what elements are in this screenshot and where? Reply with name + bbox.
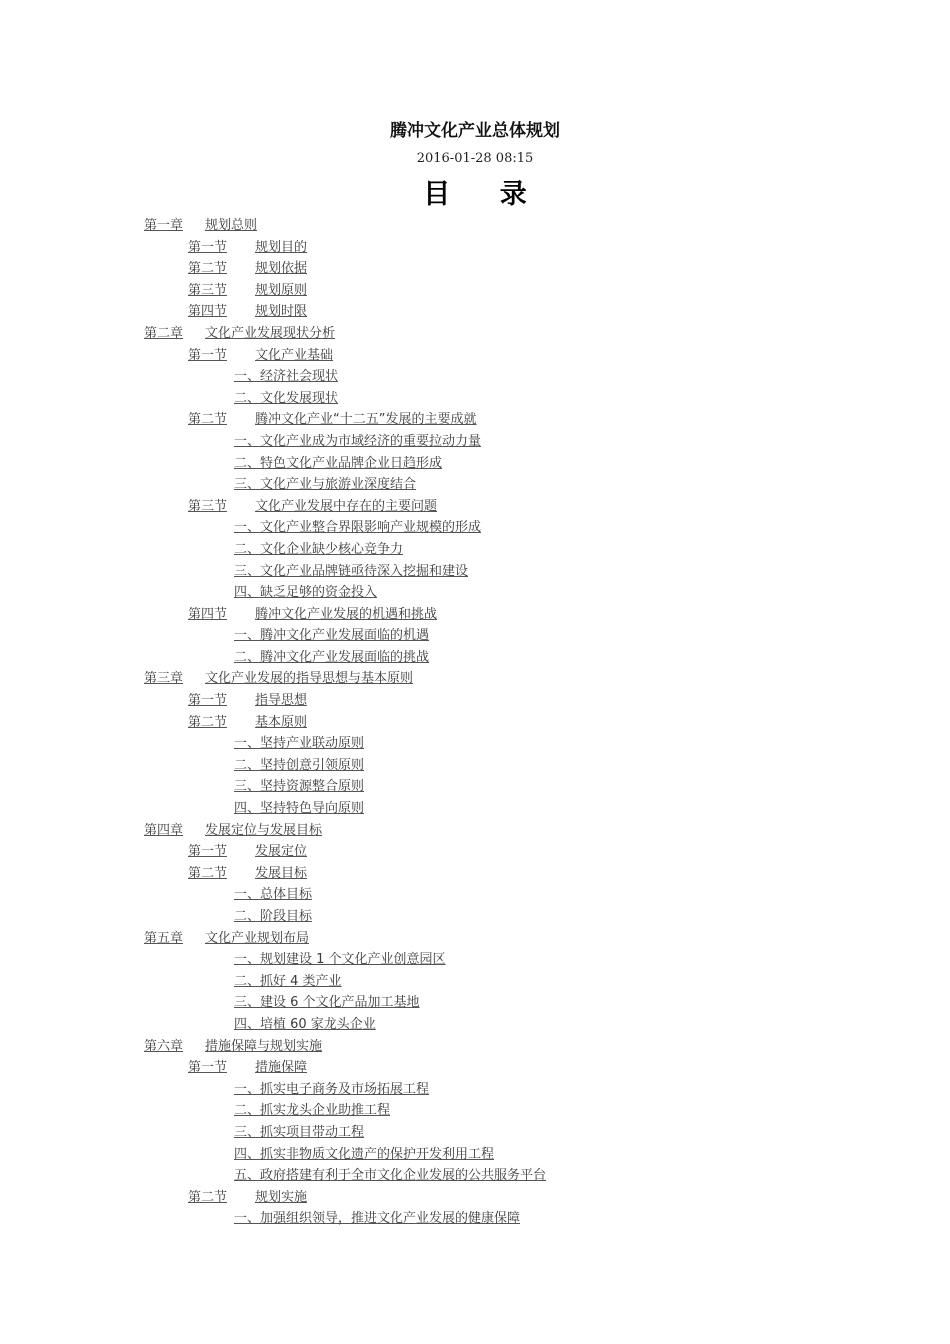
toc-subsection xyxy=(144,992,884,1014)
toc-number: 第二节 xyxy=(188,261,228,277)
toc-text: 四、抓实非物质文化遗产的保护开发利用工程 xyxy=(234,1146,495,1162)
toc-section xyxy=(144,1057,884,1079)
toc-text: 一、经济社会现状 xyxy=(234,369,339,385)
toc-text: 二、抓好 4 类产业 xyxy=(234,973,342,989)
toc-subsection xyxy=(144,561,884,583)
toc-subsection xyxy=(144,625,884,647)
toc-subsection xyxy=(144,949,884,971)
toc-link[interactable] xyxy=(188,693,307,708)
toc-chapter xyxy=(144,1036,884,1058)
toc-chapter xyxy=(144,928,884,950)
toc-section xyxy=(144,1187,884,1209)
toc-subsection xyxy=(144,798,884,820)
toc-link[interactable] xyxy=(144,931,309,946)
toc-number: 第一节 xyxy=(188,347,228,363)
toc-text: 三、文化产业与旅游业深度结合 xyxy=(234,477,417,493)
toc-number: 第二节 xyxy=(188,714,228,730)
toc-number: 第三章 xyxy=(144,671,184,687)
toc-link[interactable] xyxy=(234,650,429,665)
toc-text: 三、抓实项目带动工程 xyxy=(234,1124,365,1140)
toc-subsection xyxy=(144,1122,884,1144)
toc-subsection xyxy=(144,582,884,604)
toc-text: 三、建设 6 个文化产品加工基地 xyxy=(234,995,420,1011)
toc-section xyxy=(144,280,884,302)
toc-link[interactable] xyxy=(188,866,307,881)
toc-chapter xyxy=(144,820,884,842)
toc-section xyxy=(144,712,884,734)
toc-link[interactable] xyxy=(234,909,312,924)
toc-link[interactable] xyxy=(234,758,364,773)
toc-number: 第二节 xyxy=(188,1189,228,1205)
toc-text: 三、文化产业品牌链亟待深入挖掘和建设 xyxy=(234,563,469,579)
toc-subsection xyxy=(144,1014,884,1036)
toc-link[interactable] xyxy=(234,801,364,816)
toc-link[interactable] xyxy=(234,887,312,902)
document-date: 2016-01-28 08:15 xyxy=(416,151,534,166)
toc-number: 第四节 xyxy=(188,304,228,320)
toc-text: 四、培植 60 家龙头企业 xyxy=(234,1016,376,1032)
toc-number: 第六章 xyxy=(144,1038,184,1054)
toc-link[interactable] xyxy=(234,779,364,794)
toc-text: 二、腾冲文化产业发展面临的挑战 xyxy=(234,649,430,665)
toc-number: 第二节 xyxy=(188,412,228,428)
toc-subsection xyxy=(144,1165,884,1187)
toc-text: 措施保障与规划实施 xyxy=(205,1038,323,1054)
toc-section xyxy=(144,301,884,323)
toc-link[interactable] xyxy=(144,1039,322,1054)
toc-link[interactable] xyxy=(188,1060,307,1075)
toc-number: 第五章 xyxy=(144,930,184,946)
toc-subsection xyxy=(144,474,884,496)
toc-chapter xyxy=(144,668,884,690)
toc-text: 发展定位 xyxy=(255,844,308,860)
toc-text: 二、坚持创意引领原则 xyxy=(234,757,365,773)
toc-text: 三、坚持资源整合原则 xyxy=(234,779,365,795)
toc-text: 一、坚持产业联动原则 xyxy=(234,736,365,752)
toc-link[interactable] xyxy=(188,499,437,514)
toc-text: 腾冲文化产业发展的机遇和挑战 xyxy=(255,606,438,622)
toc-link[interactable] xyxy=(234,1168,546,1183)
toc-chapter xyxy=(144,215,884,237)
toc-link[interactable] xyxy=(234,628,429,643)
toc-subsection xyxy=(144,776,884,798)
toc-link[interactable] xyxy=(234,456,442,471)
toc-text: 一、文化产业成为市域经济的重要拉动力量 xyxy=(234,433,482,449)
toc-subsection xyxy=(144,971,884,993)
toc-link[interactable] xyxy=(144,671,413,686)
toc-text: 规划总则 xyxy=(205,218,258,233)
toc-text: 指导思想 xyxy=(255,693,308,709)
toc-number: 第一节 xyxy=(188,1060,228,1076)
toc-section xyxy=(144,863,884,885)
toc-link[interactable] xyxy=(188,715,307,730)
toc-number: 第三节 xyxy=(188,282,228,298)
toc-number: 第一章 xyxy=(144,218,184,233)
toc-subsection xyxy=(144,647,884,669)
toc-subsection xyxy=(144,1079,884,1101)
toc-subsection xyxy=(144,733,884,755)
toc-section xyxy=(144,690,884,712)
toc-subsection xyxy=(144,906,884,928)
toc-subsection xyxy=(144,539,884,561)
toc-link[interactable] xyxy=(234,542,403,557)
toc-text: 文化产业发展中存在的主要问题 xyxy=(255,498,438,514)
toc-link[interactable] xyxy=(188,412,477,427)
toc-text: 规划依据 xyxy=(255,261,308,277)
toc-text: 二、文化发展现状 xyxy=(234,390,339,406)
toc-subsection xyxy=(144,1208,884,1230)
toc-link[interactable] xyxy=(188,304,307,319)
toc-number: 第二章 xyxy=(144,325,184,341)
toc-link[interactable] xyxy=(188,607,437,622)
toc-subsection xyxy=(144,517,884,539)
toc-link[interactable] xyxy=(234,995,420,1010)
toc-text: 一、抓实电子商务及市场拓展工程 xyxy=(234,1081,430,1097)
toc-text: 一、规划建设 1 个文化产业创意园区 xyxy=(234,952,446,968)
toc-text: 规划目的 xyxy=(255,239,308,255)
toc-text: 发展定位与发展目标 xyxy=(205,822,323,838)
toc-section xyxy=(144,496,884,518)
toc-link[interactable] xyxy=(234,391,338,406)
toc-subsection xyxy=(144,366,884,388)
toc-link[interactable] xyxy=(188,261,307,276)
toc-subsection xyxy=(144,884,884,906)
toc-link[interactable] xyxy=(188,283,307,298)
toc-link[interactable] xyxy=(188,348,333,363)
toc-subsection xyxy=(144,755,884,777)
toc-section xyxy=(144,604,884,626)
toc-number: 第一节 xyxy=(188,239,228,255)
toc-link[interactable] xyxy=(188,1190,307,1205)
document-title: 腾冲文化产业总体规划 xyxy=(390,121,560,141)
toc-text: 四、缺乏足够的资金投入 xyxy=(234,585,378,601)
toc-link[interactable] xyxy=(234,1103,390,1118)
toc-text: 二、阶段目标 xyxy=(234,909,313,924)
toc-section xyxy=(144,345,884,367)
toc-text: 二、文化企业缺少核心竞争力 xyxy=(234,541,404,557)
toc-link[interactable] xyxy=(234,1017,376,1032)
toc-section xyxy=(144,409,884,431)
toc-number: 第四章 xyxy=(144,822,184,838)
toc-text: 文化产业基础 xyxy=(255,347,334,363)
toc-number: 第一节 xyxy=(188,844,228,860)
toc-link[interactable] xyxy=(234,434,481,449)
toc-subsection xyxy=(144,388,884,410)
toc-link[interactable] xyxy=(234,736,364,751)
toc-number: 第一节 xyxy=(188,693,228,709)
toc-text: 二、特色文化产业品牌企业日趋形成 xyxy=(234,455,443,471)
toc-link[interactable] xyxy=(144,218,257,233)
toc-text: 规划时限 xyxy=(255,304,308,320)
toc-link[interactable] xyxy=(234,369,338,384)
toc-link[interactable] xyxy=(234,1211,520,1226)
toc-text: 一、总体目标 xyxy=(234,887,313,903)
toc-link[interactable] xyxy=(234,564,468,579)
toc-link[interactable] xyxy=(234,585,377,600)
toc-link[interactable] xyxy=(234,477,416,492)
toc-link[interactable] xyxy=(144,326,335,341)
toc-number: 第三节 xyxy=(188,498,228,514)
toc-text: 一、文化产业整合界限影响产业规模的形成 xyxy=(234,520,482,536)
toc-section xyxy=(144,237,884,259)
toc-text: 二、抓实龙头企业助推工程 xyxy=(234,1103,391,1119)
toc-subsection xyxy=(144,453,884,475)
toc-subsection xyxy=(144,1144,884,1166)
toc-number: 第四节 xyxy=(188,606,228,622)
toc-number: 第二节 xyxy=(188,865,228,881)
toc-subsection xyxy=(144,431,884,453)
toc-text: 四、坚持特色导向原则 xyxy=(234,801,365,817)
toc-chapter xyxy=(144,323,884,345)
toc-text: 一、腾冲文化产业发展面临的机遇 xyxy=(234,628,430,644)
toc-link[interactable] xyxy=(188,240,307,255)
toc-section xyxy=(144,258,884,280)
toc-link[interactable] xyxy=(234,520,481,535)
toc-text: 一、加强组织领导，推进文化产业发展的健康保障 xyxy=(234,1211,521,1227)
toc-text: 文化产业规划布局 xyxy=(205,930,310,946)
toc-text: 发展目标 xyxy=(255,865,308,881)
toc-section xyxy=(144,841,884,863)
toc-text: 规划实施 xyxy=(255,1189,308,1205)
toc-link[interactable] xyxy=(234,1082,429,1097)
toc-link[interactable] xyxy=(234,952,446,967)
toc-subsection xyxy=(144,1100,884,1122)
toc-heading: 目 录 xyxy=(423,179,547,210)
toc-text: 基本原则 xyxy=(255,714,308,730)
toc-text: 腾冲文化产业“十二五”发展的主要成就 xyxy=(255,412,477,428)
table-of-contents xyxy=(144,215,884,1230)
toc-link[interactable] xyxy=(144,823,322,838)
toc-text: 规划原则 xyxy=(255,282,308,298)
toc-link[interactable] xyxy=(234,974,342,989)
toc-link[interactable] xyxy=(234,1147,494,1162)
toc-link[interactable] xyxy=(188,844,307,859)
toc-text: 文化产业发展现状分析 xyxy=(205,325,336,341)
toc-text: 五、政府搭建有利于全市文化企业发展的公共服务平台 xyxy=(234,1168,547,1184)
toc-text: 措施保障 xyxy=(255,1060,308,1076)
toc-link[interactable] xyxy=(234,1125,364,1140)
toc-text: 文化产业发展的指导思想与基本原则 xyxy=(205,671,414,687)
